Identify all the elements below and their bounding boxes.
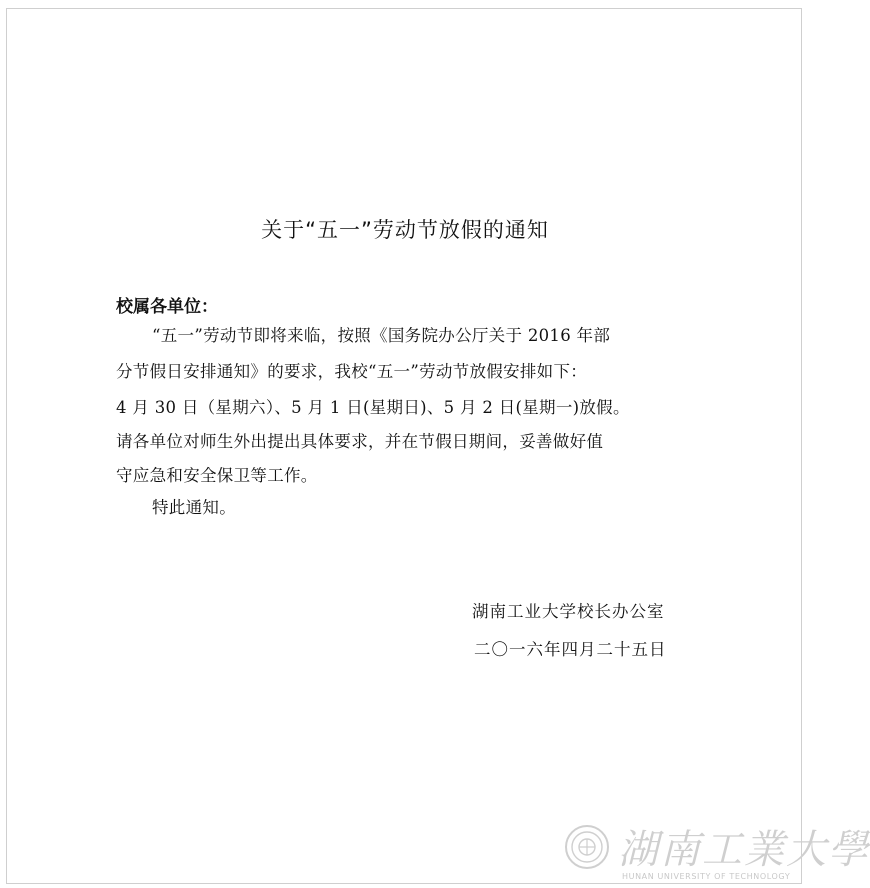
body-line-2: 分节假日安排通知》的要求，我校“五一”劳动节放假安排如下： bbox=[116, 362, 588, 381]
signature-organization: 湖南工业大学校长办公室 bbox=[472, 602, 665, 621]
body-line-1: “五一”劳动节即将来临，按照《国务院办公厅关于 2016 年部 bbox=[152, 326, 611, 345]
university-seal-icon bbox=[564, 824, 610, 870]
watermark-name-cn: 湖南工業大學 bbox=[618, 827, 870, 873]
body-line-4: 请各单位对师生外出提出具体要求，并在节假日期间，妥善做好值 bbox=[116, 432, 604, 451]
closing-line: 特此通知。 bbox=[152, 498, 236, 517]
salutation: 校属各单位： bbox=[116, 297, 218, 317]
notice-title: 关于“五一”劳动节放假的通知 bbox=[261, 218, 549, 242]
signature-date: 二〇一六年四月二十五日 bbox=[474, 640, 667, 659]
watermark-name-en: HUNAN UNIVERSITY OF TECHNOLOGY bbox=[622, 872, 791, 881]
body-line-3: 4 月 30 日（星期六）、5 月 1 日(星期日)、5 月 2 日(星期一)放假。 bbox=[116, 398, 630, 417]
university-watermark bbox=[560, 818, 870, 888]
body-line-5: 守应急和安全保卫等工作。 bbox=[116, 466, 318, 485]
